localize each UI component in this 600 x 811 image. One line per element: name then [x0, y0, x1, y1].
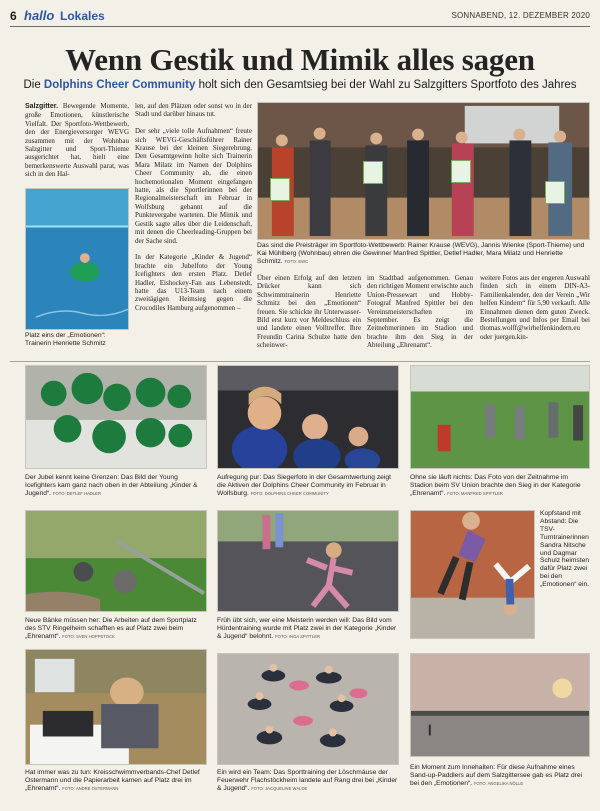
caption-underwater: Platz eins der „Emotionen“: Trainerin Henriette Schmitz: [25, 332, 106, 347]
cheer-image: [218, 366, 398, 468]
credit-sunset: FOTO: ANGELIKA NÖLLE: [473, 780, 524, 786]
section-divider: [10, 361, 590, 362]
credit-stadium: FOTO: MANFRED SPITTLER: [447, 490, 503, 496]
caption-sunset-text: Ein Moment zum Innehalten: Für diese Aufnahme eines Sand-up-Paddlers auf dem Salzgittersee gab es Platz drei bei den „Emotionen“.: [410, 764, 583, 787]
article-column-1: [25, 102, 129, 190]
caption-hockey: [25, 474, 207, 498]
office-image: [26, 650, 206, 764]
photo-firefighters: [217, 653, 399, 765]
credit-winners: FOTO: EWC: [284, 258, 309, 264]
caption-stadium: [410, 474, 590, 498]
photo-sunset: [410, 653, 590, 757]
caption-benches: [25, 617, 207, 641]
credit-benches: FOTO: SVEN HOPPSTOCK: [62, 633, 115, 639]
photo-stadium: [410, 365, 590, 469]
caption-stadium-text: Ohne sie läuft nichts: Das Foto von der Zeitnahme im Stadion beim SV Union brachte den Sieg in der Kategorie „Ehrenamt“.: [410, 474, 581, 497]
caption-cheer: [217, 474, 399, 498]
benches-image: [26, 511, 206, 611]
subheadline-lead: Die: [23, 79, 41, 91]
section-title: Lokales: [60, 9, 105, 23]
photo-handstand: [410, 510, 535, 639]
firefighters-image: [218, 654, 398, 764]
column-1-text: Bewegende Momente, große Emotionen, künstlerische Vielfalt. Der Sportfoto-Wettbewerb, den der Energieversorger WEVG zusammen mit der Wohnbau Salzgitter und Sport-Thieme ausgerichtet hat, hielt eine bemerkenswerte Auswahl parat, was sich in den Hal-: [25, 102, 129, 179]
caption-office: [25, 769, 207, 793]
subheadline: [10, 79, 590, 91]
caption-firefighters-text: Ein wird ein Team: Das Sporttraining der Löschmäuse der Feuerwehr Flachstöckheim landete auf Rang drei bei „Kinder & Jugend“.: [217, 769, 398, 792]
credit-cheer: FOTO: DOLPHINS CHEER COMMUNITY: [250, 490, 329, 496]
stadium-image: [411, 366, 589, 468]
photo-underwater: [25, 188, 129, 330]
credit-hockey: FOTO: DETLEF HADLER: [52, 490, 101, 496]
sunset-image: [411, 654, 589, 756]
caption-hurdles: [217, 617, 399, 641]
winner-certificate-3: [451, 160, 471, 183]
photo-office: [25, 649, 207, 765]
photo-hockey: [25, 365, 207, 469]
headline: Wenn Gestik und Mimik alles sagen: [65, 42, 535, 77]
winner-certificate-1: [270, 178, 290, 201]
caption-office-text: Hat immer was zu tun: Kreisschwimmverbands-Chef Detlef Ostermann und die Papierarbeit kamen auf Platz drei im „Ehrenamt“.: [25, 769, 200, 792]
subheadline-org: Dolphins Cheer Community: [43, 79, 196, 91]
photo-cheer: [217, 365, 399, 469]
subheadline-rest: holt sich den Gesamtsieg bei der Wahl zu Salzgitters Sportfoto des Jahres: [198, 79, 577, 91]
article-column-2: len, auf den Plätzen oder sonst wo in der Stadt und darüber hinaus tut. Der sehr „viele tolle Aufnahmen“ freute sich WEVG-Geschäftsführer Rainer Krause bei der kleinen Siegerehrung. Den Gesamtgewinn holte sich Trainerin Mara Milatz im Namen der Dolphins Cheer Community ab, die einen hochemotionalen Moment eingefangen hatte, als die Sportlerinnen bei der Regionalmeisterschaft im Februar in Wolfsburg gebannt auf die Punktevergabe warteten. Die Mimik und Gestik sagte alles über die Leidenschaft, mit denen die Cheerleading-Gruppen bei der Sache sind. In der Kategorie „Kinder & Jugend“ brachte ein Jubelfoto der Young Icefighters den ersten Platz. Detlef Hadler, Eishockey-Fan aus Lebenstedt, hatte das U13-Team nach einem zweitägigen Heimsieg gegen die Crocodiles Hamburg aufgenommen –: [135, 102, 252, 312]
winner-certificate-4: [545, 181, 565, 204]
page-number: 6: [10, 9, 17, 23]
caption-hurdles-text: Früh übt sich, wer eine Meisterin werden will: Das Bild vom Hürdentraining wurde mit Platz zwei in der Kategorie „Kinder & Jugend“ belohnt.: [217, 617, 397, 640]
handstand-image: [411, 511, 534, 638]
brand-logo: hallo: [24, 8, 55, 23]
caption-hockey-text: Der Jubel kennt keine Grenzen: Das Bild der Young Icefighters kam ganz nach oben in der Abteilung „Kinder & Jugend“.: [25, 474, 198, 497]
article-column-5: weitere Fotos aus der engeren Auswahl finden sich in einem DIN-A3-Familienkalender, den der Verein „Wir helfen Kindern“ für 5,90 verkauft. Alle Einnahmen dienen dem guten Zweck. Bestellungen und Infos per Email bei thomas.wolff@wirhelfenkindern.eu oder juergen.kin-: [480, 274, 590, 341]
photo-winners: [257, 102, 590, 240]
credit-office: FOTO: ANDRE OSTERMANN: [62, 785, 119, 791]
article-column-4: im Stadtbad aufgenommen. Genau den richtigen Moment erwischte auch Union-Pressewart und Hobby-Fotograf Manfred Spittler bei den Vereinsmeisterschaften im September. Es zeigt die Zeitnehmerinnen im Stadion und brachte ihm den Sieg in der Abteilung „Ehrenamt“.: [367, 274, 473, 350]
underwater-image: [26, 189, 128, 329]
caption-sunset: [410, 764, 590, 788]
credit-hurdles: FOTO: INGA SPITTLER: [275, 633, 321, 639]
hockey-image: [26, 366, 206, 468]
caption-benches-text: Neue Bänke müssen her: Die Arbeiten auf dem Sportplatz des STV Ringelheim schafften es auf Platz zwei beim „Ehrenamt“.: [25, 617, 197, 640]
issue-date: SONNABEND, 12. DEZEMBER 2020: [451, 11, 590, 20]
winners-image: [258, 103, 589, 239]
caption-handstand: Kopfstand mit Abstand: Die TSV-Turntrainerinnen Sandra Nitsche und Dagmar Schulz heimsten dafür Platz zwei bei den „Emotionen“ ein.: [540, 510, 590, 589]
photo-benches: [25, 510, 207, 612]
credit-firefighters: FOTO: JACQUELINE WALDE: [251, 785, 308, 791]
winner-certificate-2: [363, 161, 383, 184]
page-header: [10, 8, 590, 27]
dateline: Salzgitter.: [25, 103, 59, 110]
photo-hurdles: [217, 510, 399, 612]
caption-winners: [257, 242, 590, 266]
caption-winners-text: Das sind die Preisträger im Sportfoto-Wettbewerb: Rainer Krause (WEVG), Jannis Wienke (Sport-Thieme) und Kai Mühlberg (Wohnbau) ehren die Gewinner Manfred Spittler, Detlef Hadler, Mara Milatz und Henriette Schmitz.: [257, 242, 585, 265]
caption-firefighters: [217, 769, 399, 793]
article-column-3: Über einen Erfolg auf den letzten Drücker kann sich Schwimmtrainerin Henriette Schmitz bei den „Emotionen“ freuen. Sie schickte ihr Unterwasser-Bild erst kurz vor Meldeschluss ein und landete einen Volltreffer. Ihre Freundin Carina Schulze hatte den scheinwer-: [257, 274, 361, 350]
hurdles-image: [218, 511, 398, 611]
caption-cheer-text: Aufregung pur: Das Siegerfoto in der Gesamtwertung zeigt die Aktiven der Dolphins Cheer Community im Februar in Wolfsburg.: [217, 474, 391, 497]
